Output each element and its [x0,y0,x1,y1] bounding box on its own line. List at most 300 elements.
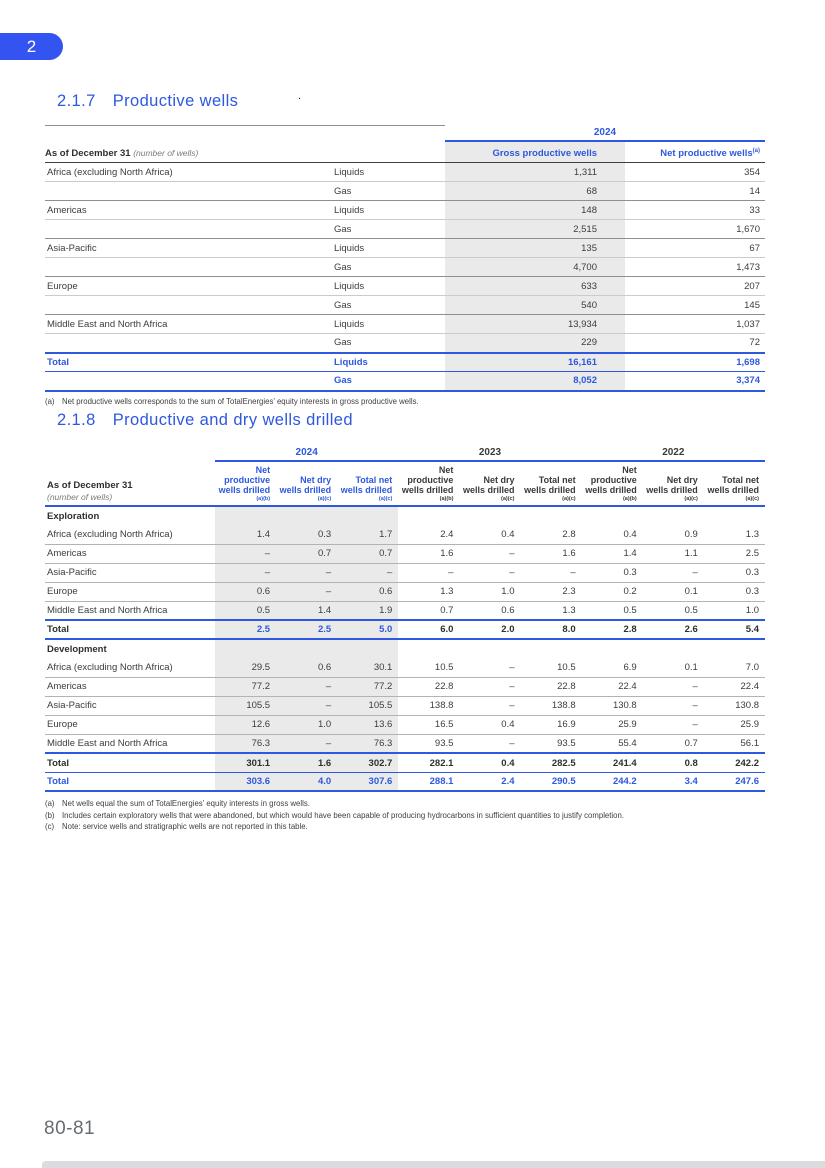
t1-row [45,163,765,182]
value-cell [398,639,459,658]
column-header-label: Net dry wells drilled [462,475,515,496]
value-cell [398,506,459,525]
value-cell: 3.4 [643,772,704,791]
value-cell [337,506,398,525]
value-cell: 1.7 [337,525,398,544]
productive-wells-section [45,125,765,407]
value-cell: – [398,563,459,582]
value-cell [643,639,704,658]
section-title: Productive wells [112,92,239,110]
value-cell: 6.9 [623,662,637,674]
value-cell: 93.5 [398,734,459,753]
column-header [643,461,704,506]
section-title: Productive and dry wells drilled [112,411,353,429]
gross-col-header: Gross productive wells [445,141,625,163]
footnote [45,810,765,821]
value-cell: 22.4 [704,677,765,696]
type-cell: Gas [332,258,445,277]
type-cell: Gas [332,334,445,353]
type-cell: Gas [332,296,445,315]
column-header-footref: (a)(b) [622,496,637,503]
value-cell: 105.5 [337,696,398,715]
footnote-marker: (a) [45,396,55,406]
value-cell [521,639,582,658]
net-value-cell: 207 [625,277,765,296]
row-label-cell: Total [45,772,215,791]
value-cell: 55.4 [582,734,643,753]
value-cell: 2.0 [459,620,520,639]
value-cell [215,639,276,658]
value-cell: 1.1 [643,544,704,563]
value-cell: 1.0 [459,582,520,601]
chapter-tab [0,33,63,60]
value-cell [582,639,643,658]
value-cell: 2.8 [562,529,576,541]
row-label-cell: Europe [45,715,215,734]
gross-value-cell: 1,311 [445,163,625,182]
gross-value-cell: 148 [445,201,625,220]
net-col-header [625,141,765,163]
value-cell: 1.0 [276,715,337,734]
column-header-footref: (a)(c) [745,496,759,503]
type-cell: Liquids [332,201,445,220]
net-value-cell: 14 [625,182,765,201]
value-cell: – [459,734,520,753]
empty-cell [45,296,332,315]
t2-total-row [45,753,765,772]
value-cell: 29.5 [215,658,276,677]
value-cell: – [643,715,704,734]
value-cell: 301.1 [215,753,276,772]
net-value-cell: 72 [625,334,765,353]
type-cell: Liquids [332,315,445,334]
row-label-cell: Africa (excluding North Africa) [47,662,173,674]
t2-row [45,734,765,753]
value-cell: 4.0 [276,772,337,791]
value-cell: 2.4 [440,529,454,541]
value-cell: 1.3 [745,529,759,541]
region-cell: Europe [45,277,332,296]
value-cell: 0.7 [643,734,704,753]
type-cell: Gas [332,372,445,391]
value-cell: – [459,696,520,715]
t1-year-row [45,126,765,141]
value-cell: – [276,734,337,753]
t2-head [45,444,765,506]
value-cell: 10.5 [434,662,454,674]
row-label-cell: Asia-Pacific [45,696,215,715]
t2-footnotes [45,798,765,832]
value-cell: – [337,563,398,582]
value-cell: 0.4 [623,529,637,541]
value-cell: 0.6 [337,582,398,601]
value-cell: 2.8 [582,620,643,639]
footnote-marker: (c) [45,821,55,831]
value-cell: 303.6 [215,772,276,791]
region-cell: Africa (excluding North Africa) [47,166,173,178]
value-cell: 1.6 [521,544,582,563]
region-cell: Total [45,353,332,372]
value-cell [643,506,704,525]
gross-value-cell: 68 [445,182,625,201]
value-cell: 6.0 [398,620,459,639]
t1-header-row [45,141,765,163]
column-header [398,461,459,506]
t1-total-row [45,353,765,372]
as-of-label: As of December 31 [47,480,133,492]
t2-grand-total-row [45,772,765,791]
gross-value-cell: 633 [445,277,625,296]
value-cell [459,639,520,658]
type-cell: Liquids [334,166,365,178]
value-cell [337,639,398,658]
t2-year-row [45,444,765,461]
column-header [582,461,643,506]
value-cell: – [459,544,520,563]
value-cell: 30.1 [337,658,398,677]
net-value-cell: 1,698 [625,353,765,372]
t2-total-row [45,620,765,639]
t1-row [45,296,765,315]
wells-drilled-section [45,444,765,832]
t1-row [45,334,765,353]
row-axis-header [45,141,445,163]
row-label-cell: Middle East and North Africa [45,601,215,620]
value-cell: 1.3 [521,601,582,620]
value-cell [215,506,276,525]
empty-cell [45,258,332,277]
value-cell: 1.9 [337,601,398,620]
value-cell: 22.8 [521,677,582,696]
footnote-marker: (a) [45,799,55,809]
row-label-cell: Total [45,753,215,772]
value-cell [704,639,765,658]
value-cell: 0.9 [684,529,698,541]
t2-colhead-row [45,461,765,506]
value-cell: 2.6 [643,620,704,639]
row-label-cell: Development [47,643,107,655]
row-label-cell: Exploration [47,510,100,522]
gross-value-cell: 540 [445,296,625,315]
net-value-cell: 1,037 [625,315,765,334]
net-value-cell: 1,473 [625,258,765,277]
page-number: 80-81 [44,1118,96,1139]
value-cell: 138.8 [398,696,459,715]
column-header-label: Net dry wells drilled [646,475,698,496]
value-cell: 130.8 [704,696,765,715]
net-value-cell: 354 [744,166,760,178]
t1-row [45,315,765,334]
footnote-text: Net wells equal the sum of TotalEnergies’ equity interests in gross wells. [62,799,310,809]
gross-value-cell: 4,700 [445,258,625,277]
column-header-footref: (a)(c) [378,496,393,503]
t2-row [45,677,765,696]
value-cell: 290.5 [521,772,582,791]
value-cell: 0.6 [215,582,276,601]
empty-cell [45,372,332,391]
value-cell: – [643,696,704,715]
row-label-cell: Total [45,620,215,639]
column-header-label: Total net wells drilled [340,475,393,496]
unit-note: (number of wells) [47,492,113,503]
t2-row [45,525,765,544]
footnote [45,821,765,832]
type-cell: Liquids [332,353,445,372]
gross-value-cell: 8,052 [445,372,625,391]
empty-cell [45,220,332,239]
gross-value-cell: 2,515 [445,220,625,239]
value-cell: 1.4 [215,525,276,544]
region-cell: Asia-Pacific [45,239,332,258]
value-cell [276,506,337,525]
value-cell: 0.4 [501,529,515,541]
value-cell: 0.6 [276,658,337,677]
t2-section-row [45,639,765,658]
value-cell: 0.3 [704,563,765,582]
footnote-text: Net productive wells corresponds to the sum of TotalEnergies’ equity interests in gross productive wells. [62,396,419,406]
value-cell: 244.2 [582,772,643,791]
value-cell [276,639,337,658]
value-cell: – [215,563,276,582]
value-cell: 302.7 [337,753,398,772]
value-cell: 0.5 [643,601,704,620]
column-header [704,461,765,506]
value-cell: 77.2 [337,677,398,696]
value-cell: 22.8 [398,677,459,696]
row-label-cell: Americas [45,677,215,696]
column-header-footref: (a)(b) [256,496,271,503]
value-cell: – [643,677,704,696]
value-cell: 0.1 [684,662,698,674]
value-cell: 22.4 [582,677,643,696]
value-cell: 25.9 [582,715,643,734]
column-header-footref: (a)(c) [684,496,698,503]
productive-wells-table [45,125,765,392]
value-cell [704,506,765,525]
net-col-footref: (a) [752,147,760,154]
value-cell: – [276,696,337,715]
gross-value-cell: 16,161 [445,353,625,372]
value-cell: 2.3 [521,582,582,601]
footnote-marker: (b) [45,810,55,820]
row-axis-header [45,461,215,506]
value-cell: 105.5 [215,696,276,715]
t1-row [45,258,765,277]
value-cell: 8.0 [521,620,582,639]
value-cell: 241.4 [582,753,643,772]
type-cell: Gas [332,182,445,201]
value-cell: 0.8 [643,753,704,772]
gross-value-cell: 13,934 [445,315,625,334]
net-value-cell: 67 [625,239,765,258]
value-cell: 16.9 [521,715,582,734]
value-cell: 93.5 [521,734,582,753]
value-cell: 10.5 [557,662,576,674]
value-cell: 76.3 [337,734,398,753]
value-cell: 5.4 [704,620,765,639]
column-header-label: Net dry wells drilled [279,475,332,496]
t2-row [45,696,765,715]
net-value-cell: 145 [625,296,765,315]
value-cell: 307.6 [337,772,398,791]
t1-head [45,126,765,163]
gross-value-cell: 135 [445,239,625,258]
value-cell: – [521,563,582,582]
value-cell: 1.6 [398,544,459,563]
year-header-2022: 2022 [582,444,765,461]
column-header [276,461,337,506]
value-cell: 130.8 [582,696,643,715]
value-cell: 2.4 [459,772,520,791]
value-cell: – [459,677,520,696]
net-value-cell: 1,670 [625,220,765,239]
t1-row [45,201,765,220]
value-cell: 2.5 [276,620,337,639]
value-cell [459,506,520,525]
value-cell: 282.5 [521,753,582,772]
value-cell: – [215,544,276,563]
value-cell: – [643,563,704,582]
value-cell: 0.1 [643,582,704,601]
column-header [459,461,520,506]
value-cell: – [459,563,520,582]
column-header-footref: (a)(c) [562,496,576,503]
net-col-header-text: Net productive wells [660,148,753,159]
section-number: 2.1.8 [57,411,96,429]
value-cell: 138.8 [521,696,582,715]
type-cell: Liquids [332,277,445,296]
value-cell: 0.4 [459,753,520,772]
wells-drilled-table [45,444,765,792]
value-cell: 0.3 [704,582,765,601]
t2-row [45,715,765,734]
value-cell: 12.6 [215,715,276,734]
value-cell: 56.1 [704,734,765,753]
t1-body [45,163,765,391]
t1-row [45,277,765,296]
row-label-cell: Europe [45,582,215,601]
unit-note: (number of wells) [133,148,199,158]
value-cell: 7.0 [745,662,759,674]
as-of-label: As of December 31 [45,148,131,159]
value-cell: – [276,677,337,696]
column-header [337,461,398,506]
section-heading-2-1-7 [57,92,238,111]
net-value-cell: 3,374 [625,372,765,391]
t1-row [45,220,765,239]
type-cell: Gas [332,220,445,239]
page-bottom-bar [42,1161,825,1168]
footnote [45,798,765,809]
row-label-cell: Middle East and North Africa [45,734,215,753]
column-header [521,461,582,506]
empty-cell [45,334,332,353]
column-header-label: Net productive wells drilled [585,465,637,496]
value-cell: 282.1 [398,753,459,772]
value-cell: 5.0 [337,620,398,639]
empty-cell [45,182,332,201]
value-cell: 0.2 [582,582,643,601]
year-header-2024: 2024 [215,444,398,461]
t2-body [45,506,765,791]
column-header-footref: (a)(b) [439,496,454,503]
value-cell: 13.6 [337,715,398,734]
value-cell: 0.5 [582,601,643,620]
type-cell: Liquids [332,239,445,258]
value-cell: 0.3 [276,525,337,544]
region-cell: Middle East and North Africa [45,315,332,334]
t2-row [45,563,765,582]
value-cell: 16.5 [398,715,459,734]
value-cell: 242.2 [704,753,765,772]
column-header-footref: (a)(c) [317,496,332,503]
region-cell: Americas [45,201,332,220]
column-header-label: Net productive wells drilled [401,465,454,496]
value-cell: – [509,662,515,674]
value-cell: – [276,582,337,601]
value-cell: – [276,563,337,582]
gross-value-cell: 229 [445,334,625,353]
net-value-cell: 33 [625,201,765,220]
t1-row [45,239,765,258]
value-cell: 0.4 [459,715,520,734]
section-number: 2.1.7 [57,92,96,110]
year-header-2023: 2023 [398,444,581,461]
footnote-text: Note: service wells and stratigraphic wells are not reported in this table. [62,821,308,831]
value-cell: 1.3 [398,582,459,601]
column-header-footref: (a)(c) [501,496,515,503]
value-cell: 1.6 [276,753,337,772]
value-cell: 1.0 [704,601,765,620]
chapter-number: 2 [26,36,37,56]
value-cell: 247.6 [704,772,765,791]
value-cell: 1.4 [276,601,337,620]
t2-row [45,544,765,563]
value-cell: 0.5 [215,601,276,620]
value-cell: 25.9 [704,715,765,734]
stray-dot: . [298,90,302,102]
value-cell: 2.5 [215,620,276,639]
value-cell: 1.4 [582,544,643,563]
column-header-label: Net productive wells drilled [218,465,271,496]
value-cell: 0.3 [582,563,643,582]
t2-section-row [45,506,765,525]
value-cell: 0.6 [459,601,520,620]
column-header [215,461,276,506]
row-label-cell: Asia-Pacific [45,563,215,582]
value-cell: 77.2 [215,677,276,696]
column-header-label: Total net wells drilled [524,475,576,496]
value-cell: 288.1 [398,772,459,791]
value-cell: 2.5 [704,544,765,563]
section-heading-2-1-8 [57,411,353,430]
t1-row [45,182,765,201]
value-cell: 0.7 [337,544,398,563]
column-header-label: Total net wells drilled [707,475,759,496]
value-cell [582,506,643,525]
footnote-text: Includes certain exploratory wells that were abandoned, but which would have been capable of producing hydrocarbons in sufficient quantities to justify completion. [62,810,625,820]
t2-row [45,658,765,677]
year-header-2024: 2024 [445,126,765,141]
value-cell: 0.7 [276,544,337,563]
empty-cell [45,444,215,461]
value-cell [521,506,582,525]
t1-top-rule [45,126,445,141]
t2-row [45,582,765,601]
row-label-cell: Americas [45,544,215,563]
value-cell: 76.3 [215,734,276,753]
t1-total-row [45,372,765,391]
